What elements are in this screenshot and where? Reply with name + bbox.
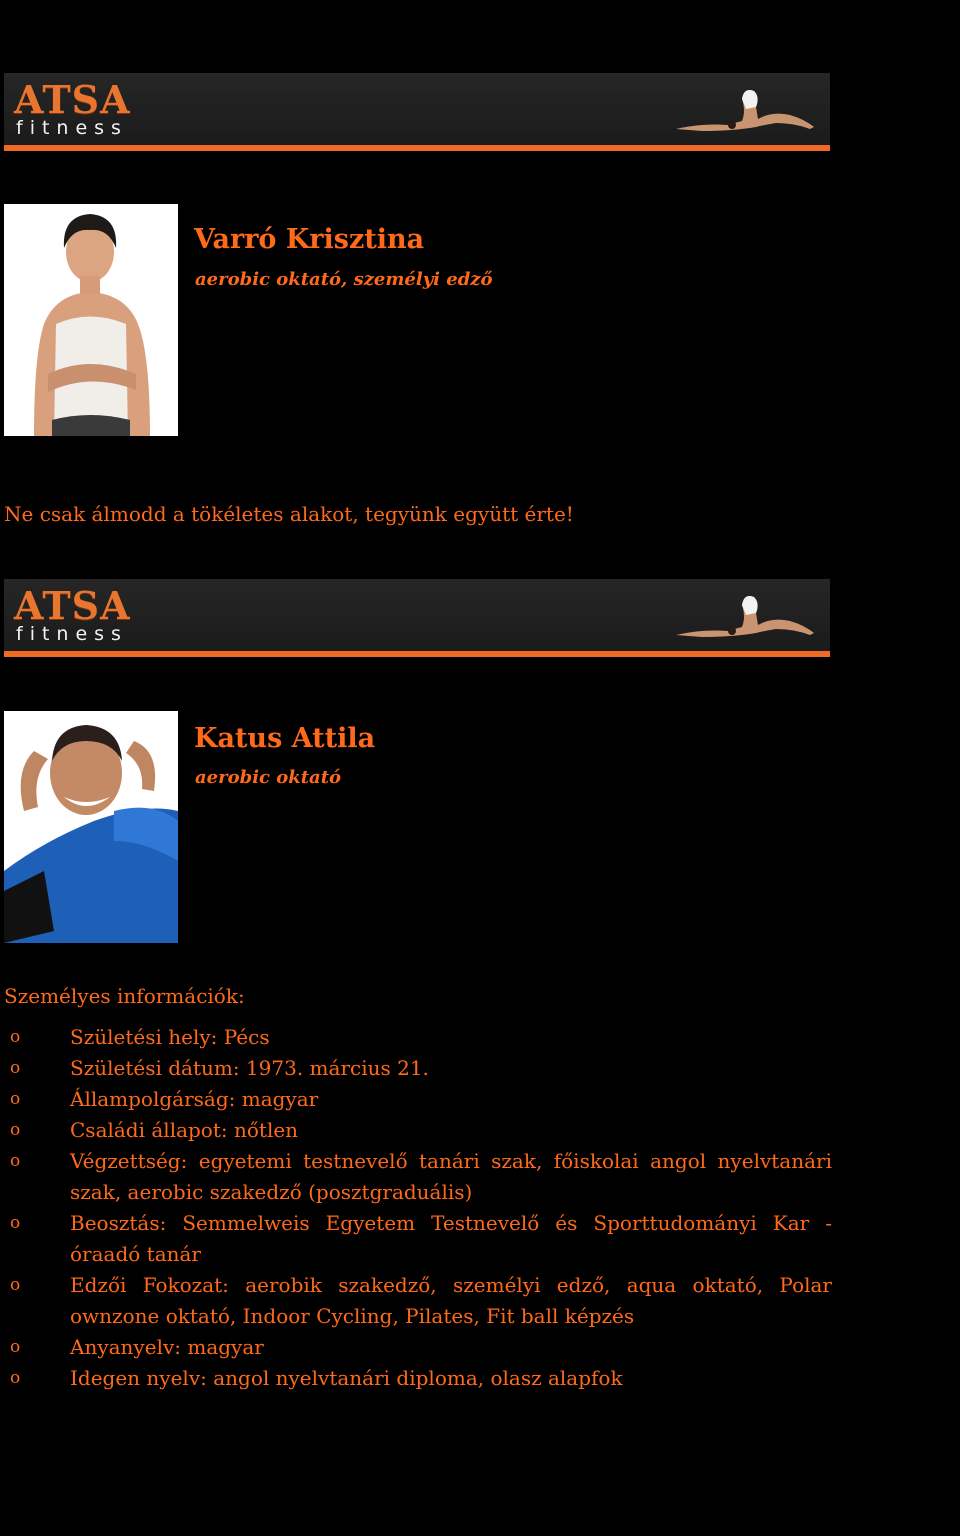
list-item: o Végzettség: egyetemi testnevelő tanári szak, főiskolai angol nyelvtanári szak, aerobic szakedző (posztgraduális) xyxy=(0,1146,832,1208)
bullet-marker: o xyxy=(10,1120,21,1140)
header-banner xyxy=(4,73,830,151)
bullet-marker: o xyxy=(10,1213,21,1233)
trainer-name: Katus Attila xyxy=(194,723,376,754)
list-item: o Állampolgárság: magyar xyxy=(0,1084,832,1115)
trainer-role: aerobic oktató xyxy=(195,767,342,788)
list-item: o Anyanyelv: magyar xyxy=(0,1332,832,1363)
trainer-role: aerobic oktató, személyi edző xyxy=(195,269,493,290)
slogan-text: Ne csak álmodd a tökéletes alakot, tegyünk együtt érte! xyxy=(4,502,574,526)
bullet-marker: o xyxy=(10,1089,21,1109)
man-portrait-image xyxy=(4,711,178,943)
bullet-marker: o xyxy=(10,1027,21,1047)
logo-text-main: ATSA xyxy=(14,77,131,122)
personal-info-list xyxy=(0,1022,832,1394)
list-item: o Születési dátum: 1973. március 21. xyxy=(0,1053,832,1084)
header-banner xyxy=(4,579,830,657)
personal-info-heading: Személyes információk: xyxy=(4,984,245,1008)
bullet-marker: o xyxy=(10,1337,21,1357)
atsa-fitness-logo xyxy=(14,79,164,141)
logo-text-sub: fitness xyxy=(16,117,128,139)
trainer-name: Varró Krisztina xyxy=(194,224,425,255)
yoga-pose-image xyxy=(672,81,822,137)
atsa-fitness-logo xyxy=(14,585,164,647)
bullet-marker: o xyxy=(10,1275,21,1295)
bullet-marker: o xyxy=(10,1368,21,1388)
bullet-marker: o xyxy=(10,1058,21,1078)
trainer-photo xyxy=(4,711,178,943)
bullet-marker: o xyxy=(10,1151,21,1171)
list-item: o Edzői Fokozat: aerobik szakedző, személyi edző, aqua oktató, Polar ownzone oktató, Indoor Cycling, Pilates, Fit ball képzés xyxy=(0,1270,832,1332)
list-item: o Idegen nyelv: angol nyelvtanári diploma, olasz alapfok xyxy=(0,1363,832,1394)
trainer-photo xyxy=(4,204,178,436)
list-item: o Családi állapot: nőtlen xyxy=(0,1115,832,1146)
logo-text-main: ATSA xyxy=(14,583,131,628)
list-item: o Beosztás: Semmelweis Egyetem Testnevelő és Sporttudományi Kar - óraadó tanár xyxy=(0,1208,832,1270)
yoga-pose-image xyxy=(672,587,822,643)
logo-text-sub: fitness xyxy=(16,623,128,645)
list-item: o Születési hely: Pécs xyxy=(0,1022,832,1053)
woman-portrait-image xyxy=(4,204,178,436)
